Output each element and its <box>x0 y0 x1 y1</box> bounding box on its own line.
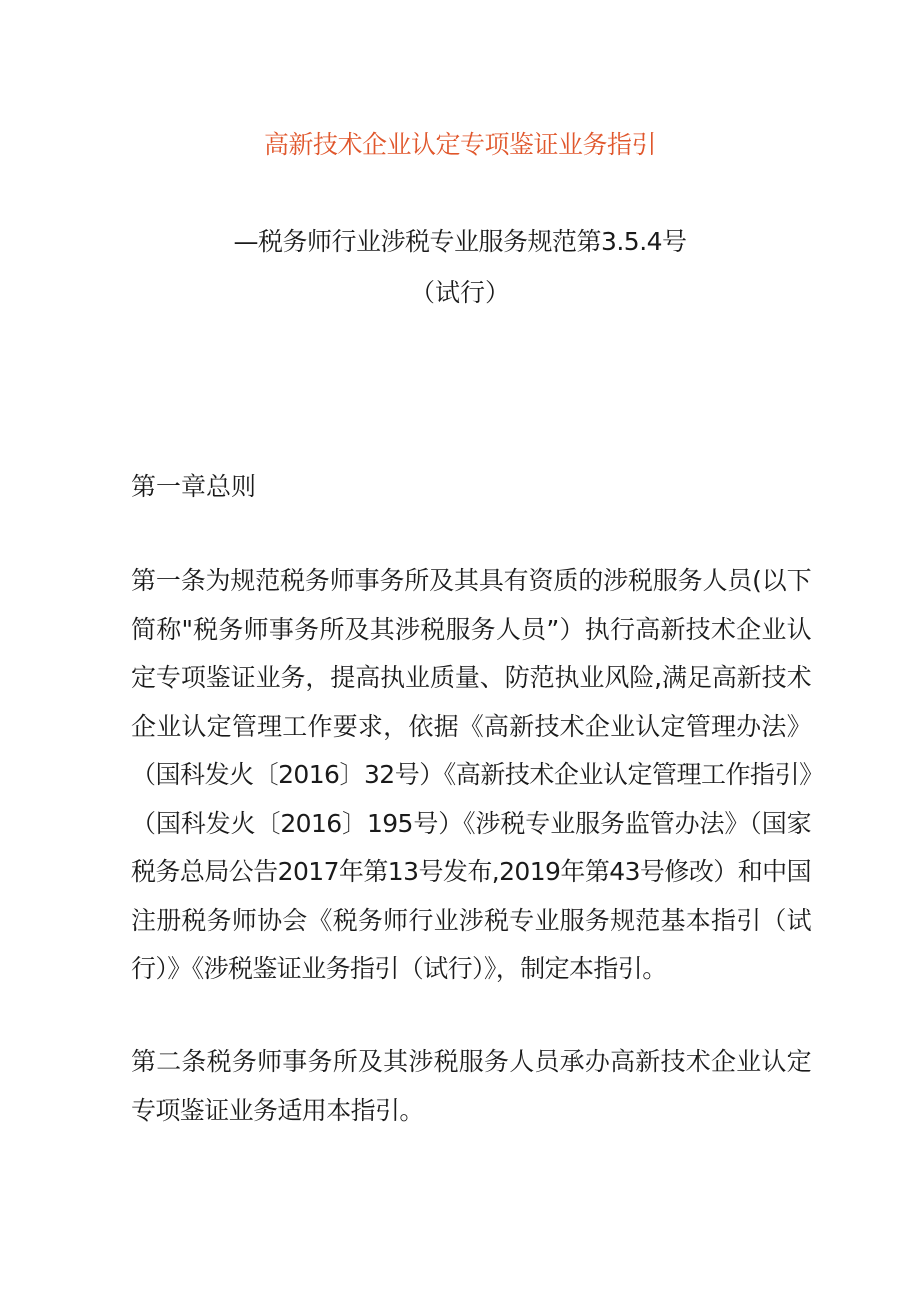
trial-note: （试行） <box>409 278 510 307</box>
document-title: 高新技术企业认定专项鉴证业务指引 <box>263 130 656 159</box>
chapter-heading: 第一章总则 <box>131 472 257 501</box>
article-2-paragraph: 第二条税务师事务所及其涉税服务人员承办高新技术企业认定专项鉴证业务适用本指引。 <box>131 1047 811 1125</box>
article-1-paragraph: 第一条为规范税务师事务所及其具有资质的涉税服务人员(以下简称"税务师事务所及其涉税服务人员”）执行高新技术企业认定专项鉴证业务，提高执业质量、防范执业风险,满足高新技术企业认定管理工作要求，依据《高新技术企业认定管理办法》（国科发火〔2016〕32号）《高新技术企业认定管理工作指引》（国科发火〔2016〕195号）《涉税专业服务监管办法》（国家税务总局公告2017年第13号发布,2019年第43号修改）和中国注册税务师协会《税务师行业涉税专业服务规范基本指引（试行）》《涉税鉴证业务指引（试行）》，制定本指引。 <box>131 566 811 983</box>
document-subtitle: —税务师行业涉税专业服务规范第3.5.4号 <box>233 227 687 256</box>
